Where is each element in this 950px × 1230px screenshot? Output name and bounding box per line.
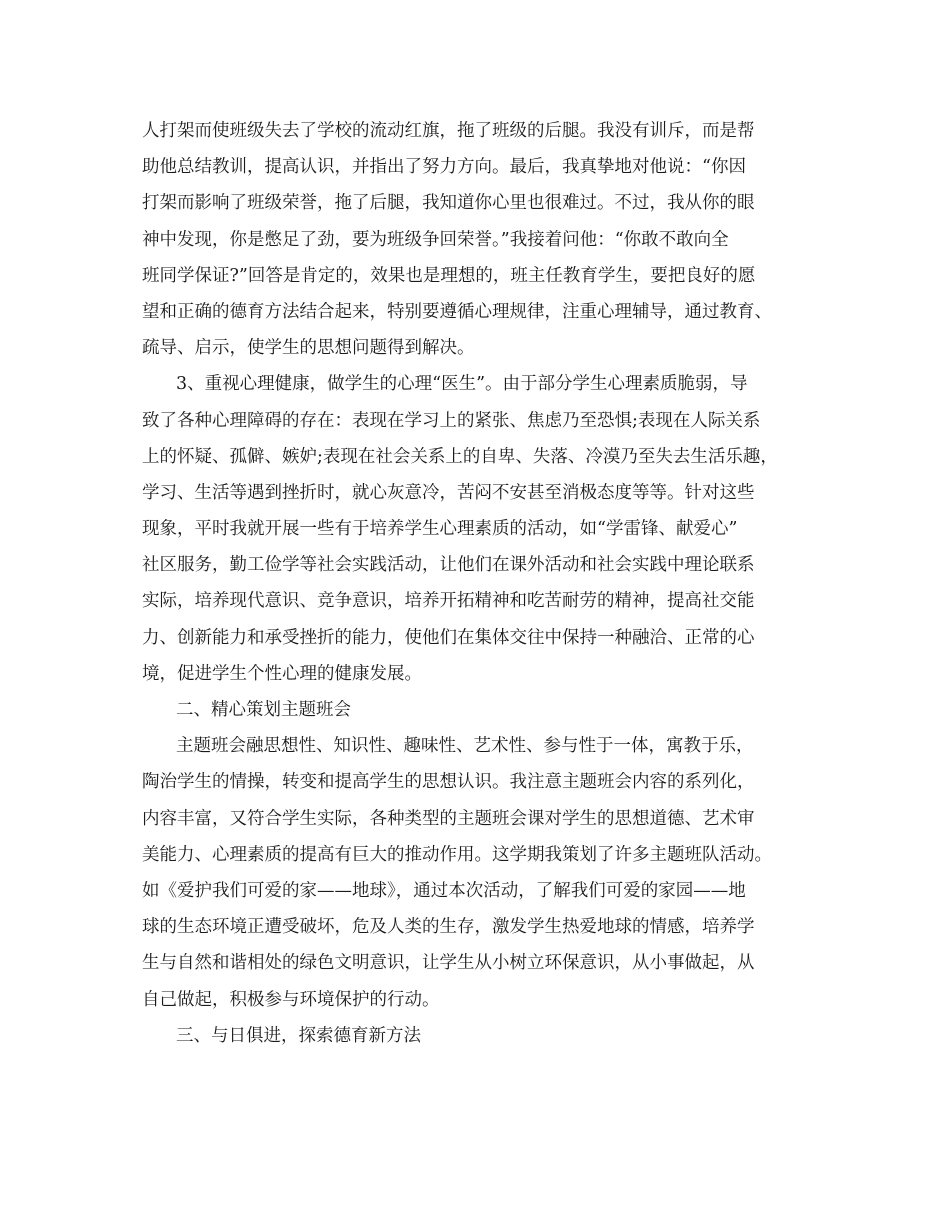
text-line: 生与自然和谐相处的绿色文明意识，让学生从小树立环保意识，从小事做起，从: [142, 953, 755, 974]
text-line: 境，促进学生个性心理的健康发展。: [142, 663, 422, 684]
text-line: 疏导、启示，使学生的思想问题得到解决。: [142, 338, 475, 359]
text-line: 致了各种心理障碍的存在：表现在学习上的紧张、焦虑乃至恐惧;表现在人际关系: [142, 410, 761, 431]
text-line: 美能力、心理素质的提高有巨大的推动作用。这学期我策划了许多主题班队活动。: [142, 844, 772, 865]
text-line: 打架而影响了班级荣誉，拖了后腿，我知道你心里也很难过。不过，我从你的眼: [142, 193, 755, 214]
text-line: 班同学保证?”回答是肯定的，效果也是理想的，班主任教育学生，要把良好的愿: [142, 265, 756, 286]
text-line: 望和正确的德育方法结合起来，特别要遵循心理规律，注重心理辅导，通过教育、: [142, 301, 772, 322]
section-heading: [142, 692, 817, 728]
text-line: 如《爱护我们可爱的家——地球》，通过本次活动，了解我们可爱的家园——地: [142, 880, 746, 901]
text-line: 自己做起，积极参与环境保护的行动。: [142, 989, 440, 1010]
text-line: 现象，平时我就开展一些有于培养学生心理素质的活动，如“学雷锋、献爱心”: [142, 519, 738, 540]
text-line: 神中发现，你是憋足了劲，要为班级争回荣誉。”我接着问他：“你敢不敢向全: [142, 229, 729, 250]
text-line: 二、精心策划主题班会: [176, 700, 351, 720]
text-line: 陶治学生的情操，转变和提高学生的思想认识。我注意主题班会内容的系列化，: [142, 772, 755, 793]
text-line: 力、创新能力和承受挫折的能力，使他们在集体交往中保持一种融洽、正常的心: [142, 627, 755, 648]
text-line: 上的怀疑、孤僻、嫉妒;表现在社会关系上的自卑、失落、冷漠乃至失去生活乐趣，: [142, 446, 778, 467]
text-line: 球的生态环境正遭受破坏，危及人类的生存，激发学生热爱地球的情感，培养学: [142, 917, 755, 938]
paragraph: [142, 113, 817, 366]
paragraph: [142, 366, 817, 692]
text-line: 学习、生活等遇到挫折时，就心灰意冷，苦闷不安甚至消极态度等等。针对这些: [142, 482, 755, 503]
section-heading: [142, 1018, 817, 1054]
text-line: 3、重视心理健康，做学生的心理“医生”。由于部分学生心理素质脆弱，导: [176, 374, 748, 395]
text-line: 主题班会融思想性、知识性、趣味性、艺术性、参与性于一体，寓教于乐，: [176, 736, 754, 757]
text-line: 实际，培养现代意识、竞争意识，培养开拓精神和吃苦耐劳的精神，提高社交能: [142, 591, 755, 612]
text-line: 助他总结教训，提高认识，并指出了努力方向。最后，我真挚地对他说：“你因: [142, 157, 746, 178]
text-line: 社区服务，勤工俭学等社会实践活动，让他们在课外活动和社会实践中理论联系: [142, 555, 755, 576]
paragraph: [142, 728, 817, 1018]
text-line: 人打架而使班级失去了学校的流动红旗，拖了班级的后腿。我没有训斥，而是帮: [142, 121, 755, 141]
document-body: [142, 113, 817, 1054]
text-line: 三、与日俱进，探索德育新方法: [176, 1025, 421, 1046]
text-line: 内容丰富，又符合学生实际，各种类型的主题班会课对学生的思想道德、艺术审: [142, 808, 755, 829]
